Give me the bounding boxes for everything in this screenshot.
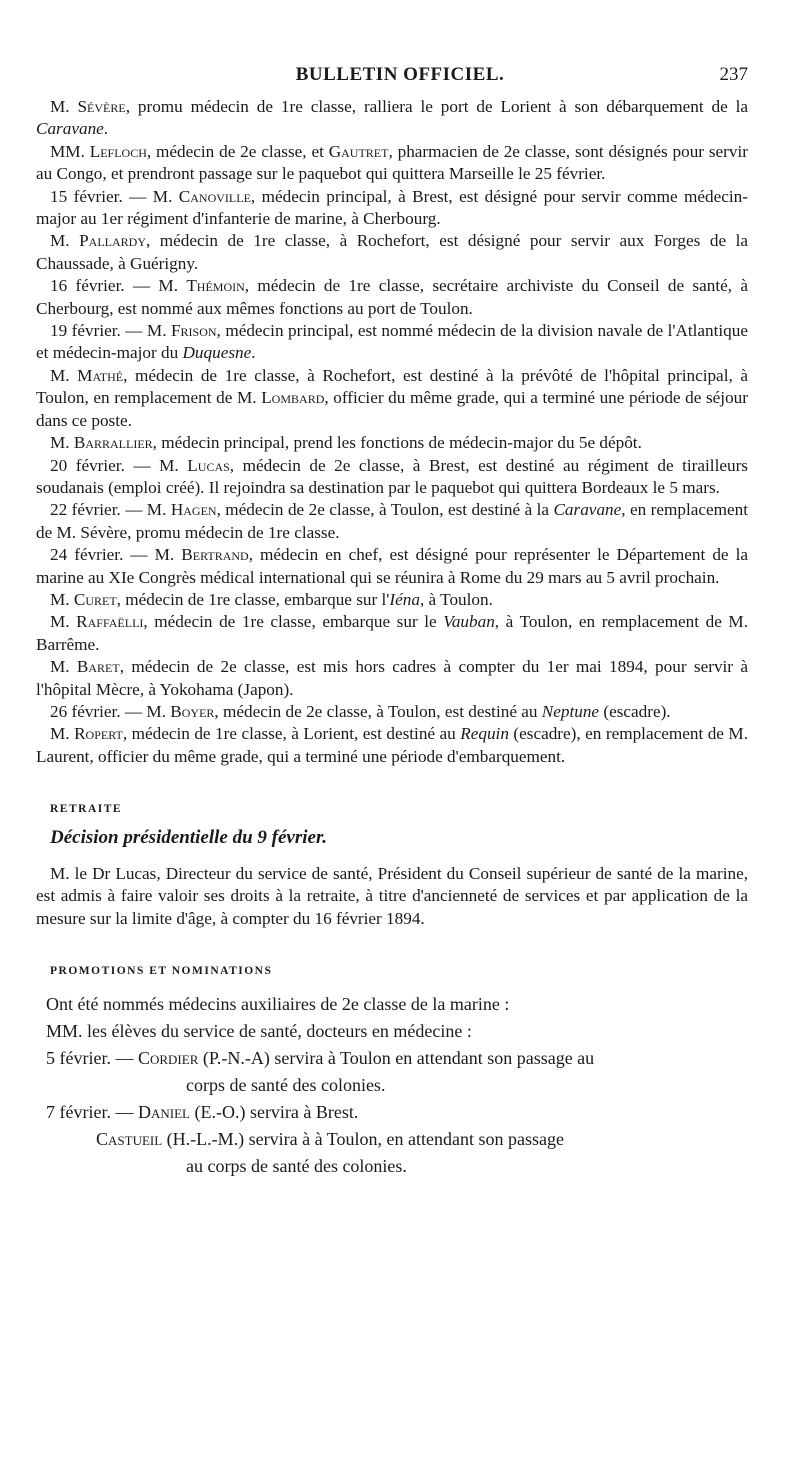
person-name: M. Raffaëlli, xyxy=(50,612,148,632)
promotions-heading: PROMOTIONS ET NOMINATIONS xyxy=(50,965,273,978)
page-header xyxy=(0,64,800,88)
paragraph-text: médecin de 2e classe, à Toulon, est destiné à la xyxy=(220,500,554,520)
promotion-line xyxy=(36,1099,748,1126)
paragraph-text: médecin de 1re classe, à Rochefort, est désigné pour servir aux Forges de la Chaussade, à Guérigny. xyxy=(36,231,748,273)
ship-name: Caravane xyxy=(36,119,104,139)
promotion-line xyxy=(36,1045,748,1072)
paragraph-text: (escadre), en remplacement de M. Laurent, officier du même grade, qui a terminé une période d'embarquement. xyxy=(36,724,748,766)
retraite-text: M. le Dr Lucas, Directeur du service de santé, Président du Conseil supérieur de santé de la marine, est admis à faire valoir ses droits à la retraite, à titre d'ancienneté de services et par application de la mesure sur la limite d'âge, à compter du 16 février 1894. xyxy=(36,864,748,928)
paragraph-text: médecin de 1re classe, secrétaire archiviste du Conseil de santé, à Cherbourg, est nommé aux mêmes fonctions au port de Toulon. xyxy=(36,276,748,318)
paragraph-text: (escadre). xyxy=(599,701,671,721)
decision-heading: Décision présidentielle du 9 février. xyxy=(50,826,328,848)
person-name: MM. Lefloch, xyxy=(50,141,152,161)
paragraph-text: médecin de 2e classe, est mis hors cadres à compter du 1er mai 1894, pour servir à l'hôpital Mècre, à Yokohama (Japon). xyxy=(36,657,749,699)
person-name: Gautret, xyxy=(328,141,393,161)
person-name: M. Sévère, xyxy=(50,97,130,116)
person-name: Boyer, xyxy=(170,701,219,721)
promotion-item xyxy=(36,1045,748,1099)
paragraph-text: médecin de 2e classe, à Brest, est destiné au régiment de tirailleurs soudanais (emploi créé). Il rejoindra sa destination par le paquebot qui quittera Bordeaux le 5 mars. xyxy=(36,455,748,497)
paragraph xyxy=(36,230,748,275)
promotion-text: (H.-L.-M.) servira à à Toulon, en attendant son passage xyxy=(162,1128,564,1149)
paragraph-text: , à Toulon, en remplacement de M. Barrême. xyxy=(36,612,748,654)
paragraph-text: médecin principal, à Brest, est désigné pour servir comme médecin-major au 1er régiment d'infanterie de marine, à Cherbourg. xyxy=(36,186,748,229)
person-name: Thémoin, xyxy=(186,276,250,296)
paragraph-date: 16 février. — M. xyxy=(50,276,187,296)
paragraph-text: . xyxy=(103,119,109,139)
paragraph-date: 24 février. — M. xyxy=(50,545,182,565)
paragraph-list xyxy=(36,96,748,768)
paragraph xyxy=(36,455,748,500)
paragraph xyxy=(36,611,748,656)
person-name: M. Curet, xyxy=(50,589,121,609)
page-number: 237 xyxy=(719,64,748,85)
person-name: Daniel xyxy=(137,1101,190,1122)
promotion-item xyxy=(36,1099,748,1126)
paragraph-text: , en remplacement de M. Sévère, promu médecin de 1re classe. xyxy=(36,500,748,542)
promotion-date: 5 février. — xyxy=(46,1047,138,1068)
promotion-continuation: corps de santé des colonies. xyxy=(186,1074,386,1095)
paragraph xyxy=(36,656,748,701)
paragraph xyxy=(36,96,748,141)
paragraph-text: , à Toulon. xyxy=(419,589,493,609)
person-name: Frison, xyxy=(170,321,221,341)
person-name: M. Ropert, xyxy=(50,724,128,744)
paragraph xyxy=(36,275,748,320)
ship-name: Caravane xyxy=(553,500,622,520)
ship-name: Iéna xyxy=(389,589,420,609)
paragraph xyxy=(36,141,748,186)
retraite-heading: RETRAITE xyxy=(50,803,123,816)
promotions-intro: Ont été nommés médecins auxiliaires de 2e classe de la marine : xyxy=(46,993,510,1014)
promotion-text: (P.-N.-A) servira à Toulon en attendant son passage au xyxy=(198,1047,595,1068)
paragraph-text: médecin de 2e classe, et xyxy=(151,141,329,161)
person-name: Lombard, xyxy=(261,388,329,408)
paragraph-text: médecin de 1re classe, à Lorient, est destiné au xyxy=(127,724,461,744)
paragraph-date: 20 février. — M. xyxy=(50,455,188,475)
paragraph-date: 19 février. — M. xyxy=(50,321,171,341)
paragraph-text: médecin de 1re classe, embarque sur le xyxy=(147,612,444,632)
promotion-line xyxy=(36,1126,748,1153)
paragraph-text: médecin de 2e classe, à Toulon, est destiné au xyxy=(218,701,542,721)
person-name: Canoville, xyxy=(178,186,256,206)
paragraph-date: 22 février. — M. xyxy=(50,500,171,520)
person-name: Lucas, xyxy=(187,455,235,475)
ship-name: Duquesne xyxy=(182,343,252,363)
paragraph-date: 15 février. — M. xyxy=(50,186,179,206)
bulletin-title: BULLETIN OFFICIEL. xyxy=(295,64,505,85)
promotion-continuation: au corps de santé des colonies. xyxy=(186,1155,407,1176)
paragraph xyxy=(36,432,748,454)
ship-name: Vauban xyxy=(443,612,495,632)
paragraph-text: médecin principal, prend les fonctions de médecin-major du 5e dépôt. xyxy=(156,433,642,453)
person-name: Hagen, xyxy=(170,500,221,520)
paragraph xyxy=(36,723,748,768)
ship-name: Neptune xyxy=(541,701,600,721)
person-name: Bertrand, xyxy=(181,545,253,565)
promotion-date: 7 février. — xyxy=(46,1101,138,1122)
person-name: Castueil xyxy=(96,1128,163,1149)
paragraph xyxy=(36,701,748,723)
paragraph-text: promu médecin de 1re classe, ralliera le port de Lorient à son débarquement de la xyxy=(130,97,748,116)
promotions-intro-2: MM. les élèves du service de santé, docteurs en médecine : xyxy=(46,1020,472,1041)
paragraph xyxy=(36,589,748,611)
paragraph-date: 26 février. — M. xyxy=(50,701,171,721)
person-name: M. Baret, xyxy=(50,657,125,677)
person-name: Cordier xyxy=(137,1047,199,1068)
paragraph xyxy=(36,365,748,432)
paragraph-text: médecin principal, est nommé médecin de la division navale de l'Atlantique et médecin-major du xyxy=(36,321,748,363)
person-name: M. Mathé, xyxy=(50,365,128,385)
paragraph xyxy=(36,186,748,231)
person-name: M. Pallardy, xyxy=(50,231,151,251)
paragraph xyxy=(36,320,748,365)
paragraph-text: médecin de 1re classe, embarque sur l' xyxy=(120,589,390,609)
paragraph-text: médecin en chef, est désigné pour représenter le Département de la marine au XIe Congrès médical international qui se réunira à Rome du 29 mars au 5 avril prochain. xyxy=(36,545,748,587)
person-name: M. Barrallier, xyxy=(50,433,157,453)
document-body xyxy=(36,96,748,1180)
promotion-text: (E.-O.) servira à Brest. xyxy=(189,1101,359,1122)
paragraph-text: pharmacien de 2e classe, sont désignés pour servir au Congo, et prendront passage sur le paquebot qui quittera Marseille le 25 février. xyxy=(36,141,748,184)
ship-name: Requin xyxy=(460,724,509,744)
paragraph-text: médecin de 1re classe, à Rochefort, est destiné à la prévôté de l'hôpital principal, à Toulon, en remplacement de M. xyxy=(36,365,748,408)
paragraph-text: officier du même grade, qui a terminé une période de séjour dans ce poste. xyxy=(36,388,748,430)
paragraph xyxy=(36,544,748,589)
paragraph xyxy=(36,499,748,544)
paragraph-text: . xyxy=(251,343,256,363)
promotion-item xyxy=(36,1126,748,1180)
promotions-list xyxy=(36,1045,748,1180)
